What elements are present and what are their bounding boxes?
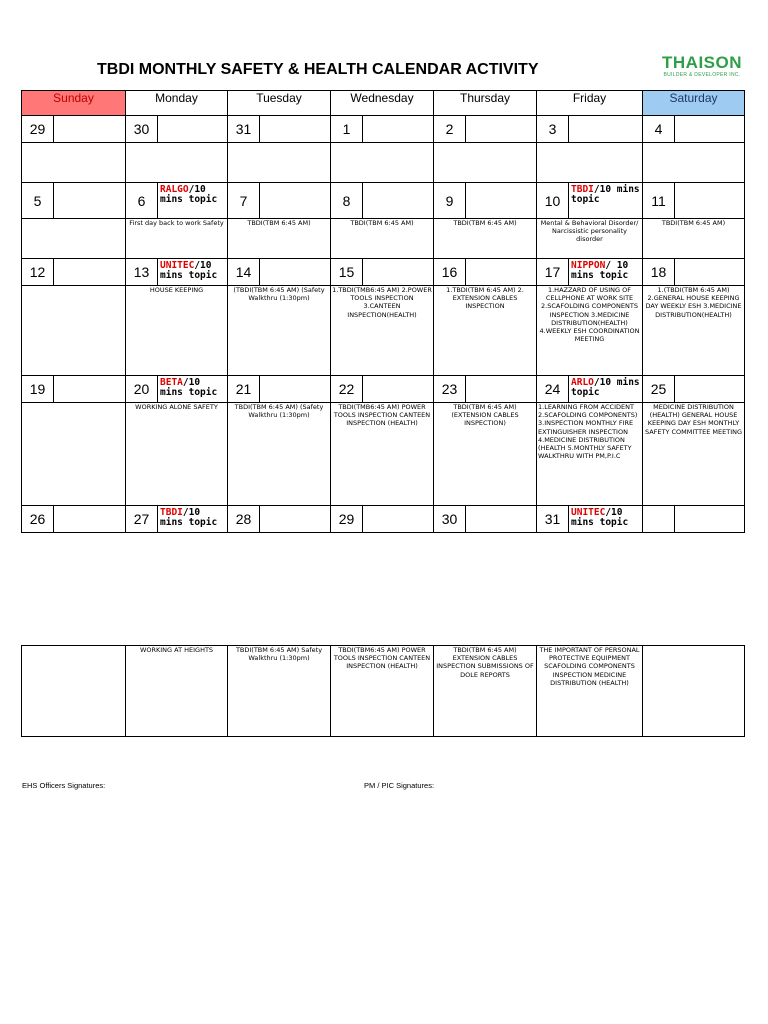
day-notes xyxy=(22,143,126,183)
day-number: 17 xyxy=(537,259,569,286)
day-topic-cell xyxy=(260,183,331,219)
day-notes xyxy=(537,143,643,183)
day-topic-cell xyxy=(363,183,434,219)
day-topic-cell xyxy=(158,506,228,533)
week-2-notes-row xyxy=(22,219,745,259)
day-notes: TBDI(TBM 6:45 AM) xyxy=(434,219,537,259)
day-number: 20 xyxy=(126,376,158,403)
day-number: 22 xyxy=(331,376,363,403)
header-sunday: Sunday xyxy=(22,91,126,116)
week-4-notes-row xyxy=(22,403,745,506)
header-saturday: Saturday xyxy=(643,91,745,116)
day-topic-cell xyxy=(569,183,643,219)
day-topic-cell xyxy=(158,183,228,219)
day-notes xyxy=(434,143,537,183)
day-notes: First day back to work Safety xyxy=(126,219,228,259)
day-number: 31 xyxy=(537,506,569,533)
day-notes: (TBDI(TBM 6:45 AM) (Safety Walkthru (1:30pm) xyxy=(228,286,331,376)
day-number: 31 xyxy=(228,116,260,143)
day-number: 15 xyxy=(331,259,363,286)
bottom-note: TBDI(TBM 6:45 AM) EXTENSION CABLES INSPECTION SUBMISSIONS OF DOLE REPORTS xyxy=(434,646,537,737)
day-topic-cell xyxy=(466,116,537,143)
bottom-note: TBDI(TBM 6:45 AM) Safety Walkthru (1:30pm) xyxy=(228,646,331,737)
day-topic-cell xyxy=(466,183,537,219)
ehs-signature-label: EHS Officers Signatures: xyxy=(22,781,106,790)
day-number: 29 xyxy=(22,116,54,143)
day-topic-cell xyxy=(363,116,434,143)
topic-text: /10 mins topic xyxy=(160,184,218,205)
weekday-header-row xyxy=(22,91,745,116)
day-notes xyxy=(126,143,228,183)
week-3-notes-row xyxy=(22,286,745,376)
day-topic-cell xyxy=(466,259,537,286)
bottom-notes-row xyxy=(22,646,745,737)
topic-text: /10 mins topic xyxy=(571,377,640,398)
day-notes: 1.HAZZARD OF USING OF CELLPHONE AT WORK SITE 2.SCAFOLDING COMPONENTS INSPECTION 3.MEDICINE DISTRIBUTION(HEALTH) 4.WEEKLY ESH COORDINATION MEETING xyxy=(537,286,643,376)
day-number: 12 xyxy=(22,259,54,286)
topic-org: BETA xyxy=(160,377,183,388)
day-topic-cell xyxy=(675,506,745,533)
day-number: 13 xyxy=(126,259,158,286)
day-number: 3 xyxy=(537,116,569,143)
day-notes: TBDI(TBM 6:45 AM) xyxy=(228,219,331,259)
topic-org: NIPPON xyxy=(571,260,606,271)
day-topic-cell xyxy=(260,116,331,143)
day-number xyxy=(643,506,675,533)
week-1-notes-row xyxy=(22,143,745,183)
day-number: 14 xyxy=(228,259,260,286)
day-topic-cell xyxy=(675,376,745,403)
day-notes: TBDI(TBM 6:45 AM) (Safety Walkthru (1:30pm) xyxy=(228,403,331,506)
day-topic-cell xyxy=(260,259,331,286)
week-5-number-row xyxy=(22,506,745,533)
day-number: 21 xyxy=(228,376,260,403)
logo-subtitle: BUILDER & DEVELOPER INC. xyxy=(663,72,741,78)
topic-text: /10 mins topic xyxy=(160,377,218,398)
day-number: 27 xyxy=(126,506,158,533)
header-friday: Friday xyxy=(537,91,643,116)
bottom-note: WORKING AT HEIGHTS xyxy=(126,646,228,737)
day-topic-cell xyxy=(158,116,228,143)
day-number: 5 xyxy=(22,183,54,219)
topic-org: UNITEC xyxy=(160,260,195,271)
day-topic-cell xyxy=(54,376,126,403)
day-notes xyxy=(331,143,434,183)
day-number: 25 xyxy=(643,376,675,403)
topic-text: /10 mins topic xyxy=(160,507,218,528)
day-number: 11 xyxy=(643,183,675,219)
page-title: TBDI MONTHLY SAFETY & HEALTH CALENDAR ACTIVITY xyxy=(97,61,539,78)
day-number: 28 xyxy=(228,506,260,533)
day-topic-cell xyxy=(54,116,126,143)
day-notes: TBDI(TBM 6:45 AM) xyxy=(643,219,745,259)
day-number: 30 xyxy=(434,506,466,533)
day-number: 1 xyxy=(331,116,363,143)
day-notes xyxy=(228,143,331,183)
day-topic-cell xyxy=(54,259,126,286)
pm-signature-label: PM / PIC Signatures: xyxy=(364,781,435,790)
company-logo xyxy=(662,54,742,78)
day-number: 4 xyxy=(643,116,675,143)
day-number: 26 xyxy=(22,506,54,533)
topic-text: /10 mins topic xyxy=(571,507,629,528)
day-topic-cell xyxy=(260,376,331,403)
day-topic-cell xyxy=(54,183,126,219)
day-notes: Mental & Behavioral Disorder/ Narcissistic personality disorder xyxy=(537,219,643,259)
week-4-number-row xyxy=(22,376,745,403)
day-notes: 1.TBDI(TBM 6:45 AM) 2. EXTENSION CABLES INSPECTION xyxy=(434,286,537,376)
day-notes: WORKING ALONE SAFETY xyxy=(126,403,228,506)
bottom-note: THE IMPORTANT OF PERSONAL PROTECTIVE EQUIPMENT SCAFOLDING COMPONENTS INSPECTION MEDICINE DISTRIBUTION (HEALTH) xyxy=(537,646,643,737)
week-1-number-row xyxy=(22,116,745,143)
day-notes: TBDI(TMB6:45 AM) POWER TOOLS INSPECTION CANTEEN INSPECTION (HEALTH) xyxy=(331,403,434,506)
day-number: 24 xyxy=(537,376,569,403)
day-topic-cell xyxy=(158,376,228,403)
day-notes xyxy=(22,403,126,506)
topic-text: /10 mins topic xyxy=(160,260,218,281)
calendar-table xyxy=(21,90,745,533)
day-topic-cell xyxy=(675,116,745,143)
day-topic-cell xyxy=(675,259,745,286)
day-notes xyxy=(22,286,126,376)
day-number: 16 xyxy=(434,259,466,286)
bottom-note xyxy=(643,646,745,737)
day-topic-cell xyxy=(363,259,434,286)
day-number: 10 xyxy=(537,183,569,219)
day-topic-cell xyxy=(54,506,126,533)
day-notes: 1.LEARNING FROM ACCIDENT 2.SCAFOLDING COMPONENTS) 3.INSPECTION MONTHLY FIRE EXTINGUISHER INSPECTION 4.MEDICINE DISTRIBUTION (HEALTH 5.MONTHLY SAFETY WALKTHRU WITH PM,P.I.C xyxy=(537,403,643,506)
header-wednesday: Wednesday xyxy=(331,91,434,116)
day-topic-cell xyxy=(675,183,745,219)
header-tuesday: Tuesday xyxy=(228,91,331,116)
day-topic-cell xyxy=(466,506,537,533)
header-monday: Monday xyxy=(126,91,228,116)
week-3-number-row xyxy=(22,259,745,286)
day-topic-cell xyxy=(569,259,643,286)
day-notes xyxy=(22,219,126,259)
bottom-notes-table xyxy=(21,645,745,737)
day-number: 9 xyxy=(434,183,466,219)
topic-org: RALGO xyxy=(160,184,189,195)
topic-org: TBDI xyxy=(571,184,594,195)
day-notes: HOUSE KEEPING xyxy=(126,286,228,376)
bottom-note xyxy=(22,646,126,737)
day-topic-cell xyxy=(158,259,228,286)
day-topic-cell xyxy=(260,506,331,533)
day-number: 7 xyxy=(228,183,260,219)
bottom-note: TBDI(TBM6:45 AM) POWER TOOLS INSPECTION CANTEEN INSPECTION (HEALTH) xyxy=(331,646,434,737)
topic-org: TBDI xyxy=(160,507,183,518)
day-topic-cell xyxy=(569,116,643,143)
day-notes: 1.TBDI(TMB6:45 AM) 2.POWER TOOLS INSPECTION 3.CANTEEN INSPECTION(HEALTH) xyxy=(331,286,434,376)
day-topic-cell xyxy=(363,376,434,403)
week-2-number-row xyxy=(22,183,745,219)
header-thursday: Thursday xyxy=(434,91,537,116)
topic-text: /10 mins topic xyxy=(571,184,640,205)
topic-org: UNITEC xyxy=(571,507,606,518)
day-topic-cell xyxy=(466,376,537,403)
day-number: 18 xyxy=(643,259,675,286)
day-notes: TBDI(TBM 6:45 AM) xyxy=(331,219,434,259)
day-number: 8 xyxy=(331,183,363,219)
day-number: 6 xyxy=(126,183,158,219)
day-number: 19 xyxy=(22,376,54,403)
day-topic-cell xyxy=(363,506,434,533)
day-notes xyxy=(643,143,745,183)
topic-text: / 10 mins topic xyxy=(571,260,629,281)
day-number: 30 xyxy=(126,116,158,143)
day-notes: 1.(TBDI(TBM 6:45 AM) 2.GENERAL HOUSE KEEPING DAY WEEKLY ESH 3.MEDICINE DISTRIBUTION(HEALTH) xyxy=(643,286,745,376)
day-number: 23 xyxy=(434,376,466,403)
day-notes: MEDICINE DISTRIBUTION (HEALTH) GENERAL HOUSE KEEPING DAY ESH MONTHLY SAFETY COMMITTEE MEETING xyxy=(643,403,745,506)
day-number: 2 xyxy=(434,116,466,143)
logo-name: THAISON xyxy=(662,53,742,72)
day-number: 29 xyxy=(331,506,363,533)
day-notes: TBDI(TBM 6:45 AM) (EXTENSION CABLES INSPECTION) xyxy=(434,403,537,506)
topic-org: ARLO xyxy=(571,377,594,388)
day-topic-cell xyxy=(569,376,643,403)
day-topic-cell xyxy=(569,506,643,533)
